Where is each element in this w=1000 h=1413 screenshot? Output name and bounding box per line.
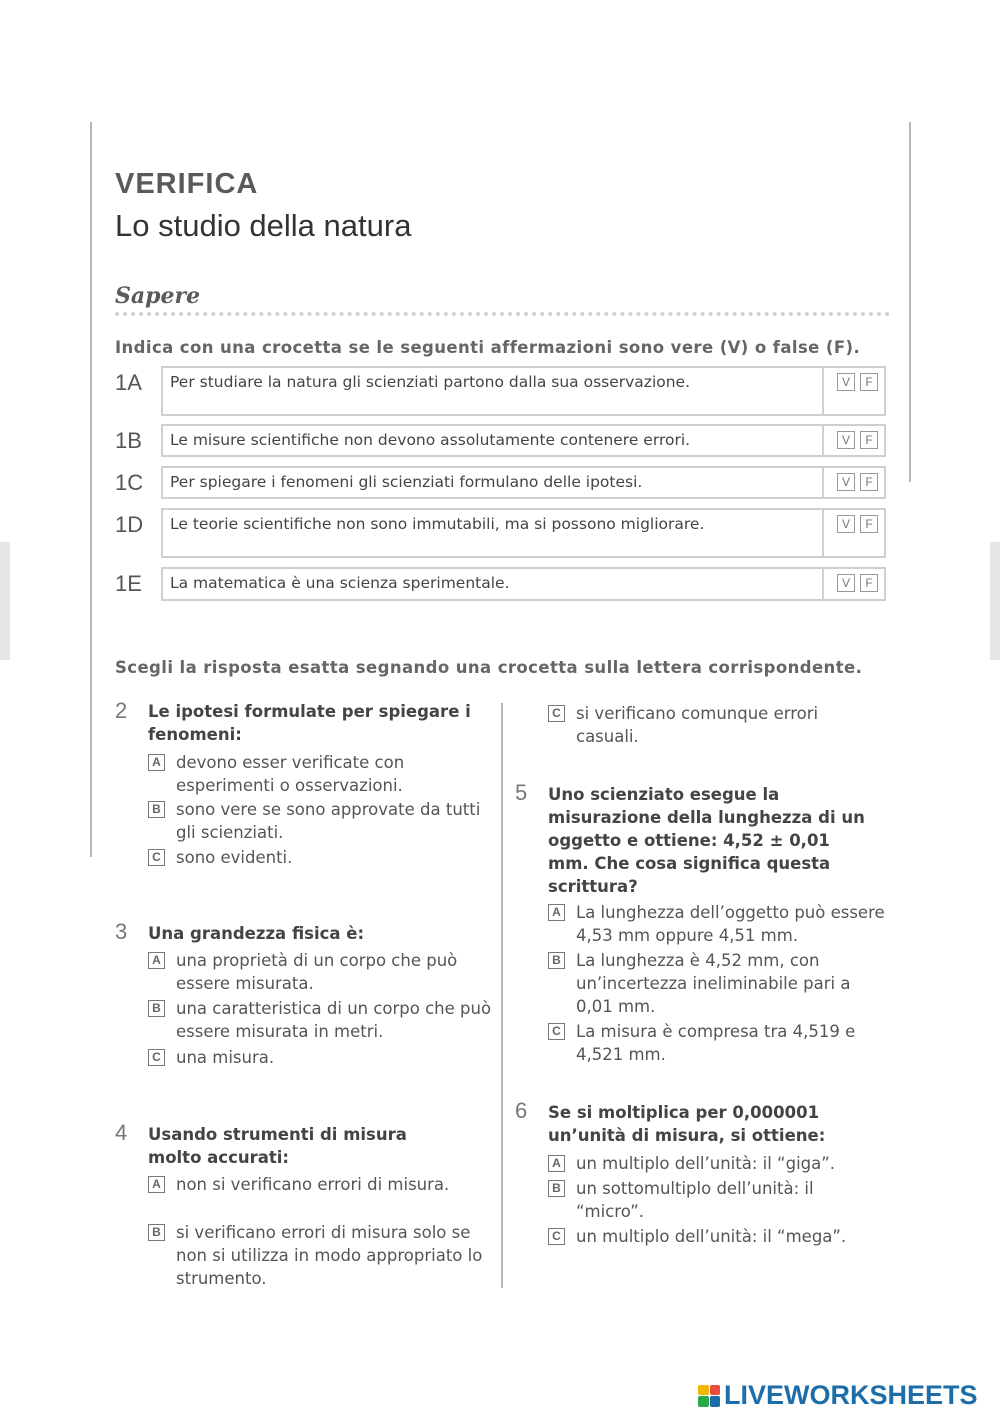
question-text: Una grandezza fisica è: — [148, 924, 365, 943]
true-checkbox[interactable]: V — [837, 373, 855, 391]
item-statement: Per spiegare i fenomeni gli scienziati formulano delle ipotesi. — [170, 473, 643, 491]
answer-options — [837, 373, 878, 391]
question-text: Usando strumenti di misura molto accurati: — [148, 1125, 407, 1167]
option-letter-box[interactable]: B — [148, 801, 165, 818]
option-text: una misura. — [176, 1048, 275, 1067]
option-text: non si verificano errori di misura. — [176, 1175, 450, 1194]
question-number: 4 — [115, 1120, 128, 1145]
option-text: sono evidenti. — [176, 848, 293, 867]
brand-name: LIVEWORKSHEETS — [724, 1380, 978, 1410]
false-checkbox[interactable]: F — [860, 473, 878, 491]
question-number: 3 — [115, 919, 128, 944]
item-number: 1D — [115, 512, 144, 537]
item-number: 1C — [115, 470, 144, 495]
dotted-divider — [115, 312, 890, 316]
multiple-choice-instruction: Scegli la risposta esatta segnando una crocetta sulla lettera corrispondente. — [115, 658, 863, 677]
question-number: 5 — [515, 780, 528, 805]
true-checkbox[interactable]: V — [837, 431, 855, 449]
option-letter-box[interactable]: B — [548, 1180, 565, 1197]
option-letter-box[interactable]: B — [548, 952, 565, 969]
option-letter-box[interactable]: A — [148, 952, 165, 969]
answer-options — [837, 515, 878, 533]
option-letter-box[interactable]: A — [148, 754, 165, 771]
cell-divider — [822, 426, 824, 455]
option-text: una proprietà di un corpo che può essere misurata. — [176, 951, 458, 993]
right-edge-tab — [990, 542, 1000, 660]
answer-options — [837, 431, 878, 449]
liveworksheets-logo[interactable] — [698, 1380, 978, 1411]
question-text: Uno scienziato esegue la misurazione della lunghezza di un oggetto e ottiene: 4,52 ± 0,01 mm. Che cosa significa questa scrittura? — [548, 785, 865, 896]
false-checkbox[interactable]: F — [860, 515, 878, 533]
true-false-item — [161, 508, 886, 558]
option-text: si verificano errori di misura solo se non si utilizza in modo appropriato lo strumento. — [176, 1223, 483, 1288]
option-text: un sottomultiplo dell’unità: il “micro”. — [576, 1179, 814, 1221]
option-text: sono vere se sono approvate da tutti gli scienziati. — [176, 800, 481, 842]
liveworksheets-icon — [698, 1385, 720, 1407]
option-text: una caratteristica di un corpo che può essere misurata in metri. — [176, 999, 492, 1041]
option-letter-box[interactable]: A — [548, 1155, 565, 1172]
option-letter-box[interactable]: C — [548, 1023, 565, 1040]
true-checkbox[interactable]: V — [837, 574, 855, 592]
cell-divider — [822, 468, 824, 497]
option-letter-box[interactable]: B — [148, 1000, 165, 1017]
true-false-item — [161, 466, 886, 499]
cell-divider — [822, 569, 824, 599]
page-subtitle: Lo studio della natura — [115, 208, 412, 243]
option-letter-box[interactable]: C — [148, 1049, 165, 1066]
true-false-instruction: Indica con una crocetta se le seguenti affermazioni sono vere (V) o false (F). — [115, 338, 861, 357]
true-checkbox[interactable]: V — [837, 473, 855, 491]
item-number: 1A — [115, 370, 142, 395]
left-margin-line — [90, 122, 92, 857]
right-margin-line — [909, 122, 911, 482]
section-heading: Sapere — [115, 283, 201, 309]
option-letter-box[interactable]: B — [148, 1224, 165, 1241]
option-letter-box[interactable]: C — [548, 1228, 565, 1245]
item-number: 1B — [115, 428, 142, 453]
item-statement: La matematica è una scienza sperimentale. — [170, 574, 510, 592]
option-letter-box[interactable]: A — [548, 904, 565, 921]
item-number: 1E — [115, 571, 142, 596]
cell-divider — [822, 368, 824, 414]
item-statement: Per studiare la natura gli scienziati partono dalla sua osservazione. — [170, 373, 691, 391]
false-checkbox[interactable]: F — [860, 574, 878, 592]
page-title: VERIFICA — [115, 168, 259, 200]
left-edge-tab — [0, 542, 10, 660]
answer-options — [837, 473, 878, 491]
option-text: La lunghezza dell’oggetto può essere 4,53 mm oppure 4,51 mm. — [576, 903, 885, 945]
true-false-item — [161, 567, 886, 601]
cell-divider — [822, 510, 824, 556]
item-statement: Le misure scientifiche non devono assolutamente contenere errori. — [170, 431, 691, 449]
option-letter-box[interactable]: C — [148, 849, 165, 866]
question-number: 6 — [515, 1098, 528, 1123]
answer-options — [837, 574, 878, 592]
true-checkbox[interactable]: V — [837, 515, 855, 533]
column-divider — [501, 703, 503, 1288]
true-false-item — [161, 424, 886, 457]
option-text: si verificano comunque errori casuali. — [576, 704, 819, 746]
item-statement: Le teorie scientifiche non sono immutabili, ma si possono migliorare. — [170, 515, 705, 533]
option-letter-box[interactable]: C — [548, 705, 565, 722]
option-text: un multiplo dell’unità: il “giga”. — [576, 1154, 836, 1173]
false-checkbox[interactable]: F — [860, 373, 878, 391]
question-number: 2 — [115, 698, 128, 723]
false-checkbox[interactable]: F — [860, 431, 878, 449]
true-false-item — [161, 366, 886, 416]
option-text: un multiplo dell’unità: il “mega”. — [576, 1227, 847, 1246]
option-text: devono esser verificate con esperimenti o osservazioni. — [176, 753, 405, 795]
option-text: La misura è compresa tra 4,519 e 4,521 mm. — [576, 1022, 856, 1064]
question-text: Le ipotesi formulate per spiegare i fenomeni: — [148, 702, 471, 744]
option-text: La lunghezza è 4,52 mm, con un’incertezza ineliminabile pari a 0,01 mm. — [576, 951, 851, 1016]
option-letter-box[interactable]: A — [148, 1176, 165, 1193]
question-text: Se si moltiplica per 0,000001 un’unità di misura, si ottiene: — [548, 1103, 826, 1145]
